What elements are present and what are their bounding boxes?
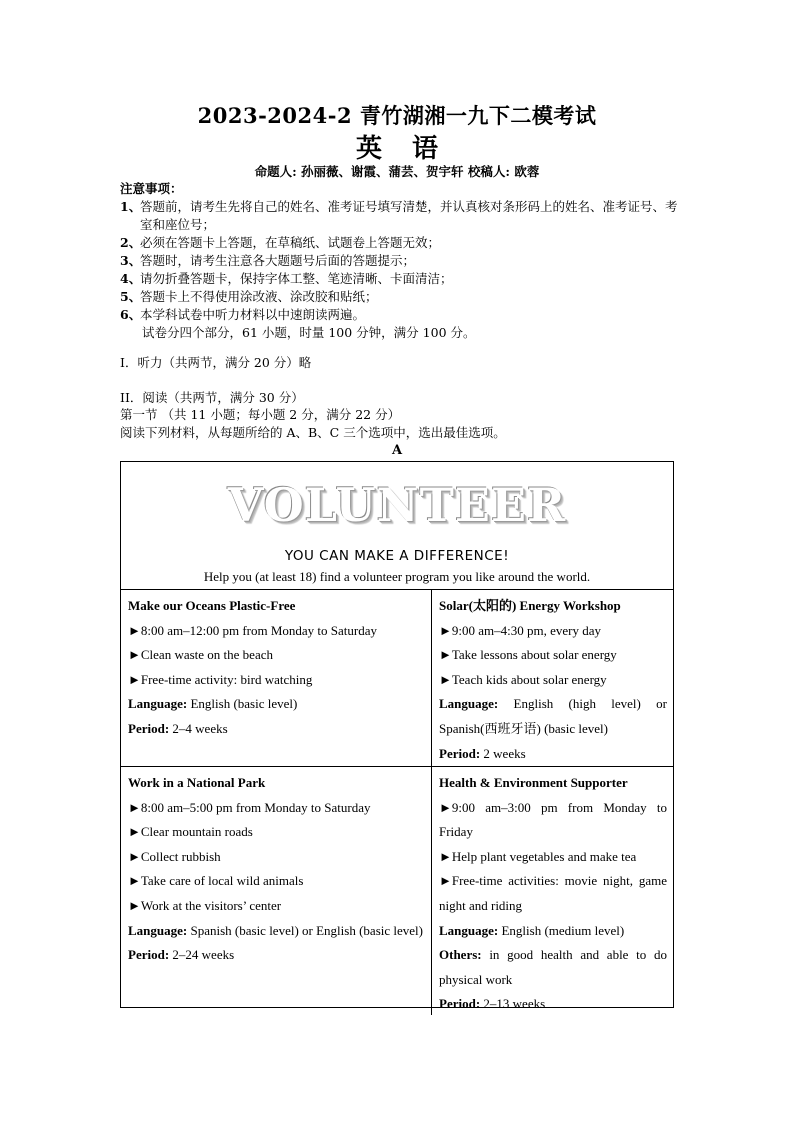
program-title: Health & Environment Supporter xyxy=(439,775,628,790)
program-bullet: ►8:00 am–12:00 pm from Monday to Saturday xyxy=(128,622,378,638)
language-value: Spanish (basic level) or English (basic level) xyxy=(187,922,423,938)
program-language xyxy=(439,692,667,741)
note-number: 4、 xyxy=(120,271,142,286)
language-value: English (high level) or Spanish(西班牙语) (basic level) xyxy=(439,696,667,736)
volunteer-logo: VOLUNTEER xyxy=(227,478,567,532)
volunteer-ad xyxy=(120,461,674,1012)
reading-part-one: 第一节 （共 11 小题；每小题 2 分，满分 22 分） xyxy=(120,407,401,422)
authors-line: 命题人: 孙丽薇、谢霞、蒲芸、贺宇轩 校稿人: 欧蓉 xyxy=(254,164,540,179)
note-number: 3、 xyxy=(120,253,142,268)
ad-slogan: YOU CAN MAKE A DIFFERENCE! xyxy=(284,548,510,564)
period-label: Period: xyxy=(128,947,170,963)
language-label: Language: xyxy=(439,696,499,712)
language-label: Language: xyxy=(128,922,188,938)
language-value: English (medium level) xyxy=(498,922,625,938)
language-value: English (basic level) xyxy=(187,696,298,712)
program-period xyxy=(128,717,425,742)
program-bullet: ►Take lessons about solar energy xyxy=(439,647,617,663)
ad-header xyxy=(121,462,673,590)
note-text: 答题时，请考生注意各大题题号后面的答题提示； xyxy=(140,253,416,268)
program-bullet: ►Collect rubbish xyxy=(128,848,221,864)
note-number: 5、 xyxy=(120,289,142,304)
note-text: 答题前，请考生先将自己的姓名、准考证号填写清楚，并认真核对条形码上的姓名、准考证号、考室和座位号； xyxy=(140,199,678,232)
period-label: Period: xyxy=(439,996,481,1012)
passage-letter: A xyxy=(391,443,403,458)
note-text: 答题卡上不得使用涂改液、涂改胶和贴纸； xyxy=(140,289,378,304)
program-bullet: ►8:00 am–5:00 pm from Monday to Saturday xyxy=(128,799,371,815)
reading-instruction: 阅读下列材料，从每题所给的 A、B、C 三个选项中，选出最佳选项。 xyxy=(120,425,506,440)
period-value: 2–13 weeks xyxy=(480,996,546,1012)
program-bullet: ►Free-time activity: bird watching xyxy=(128,671,313,687)
program-title: Make our Oceans Plastic-Free xyxy=(128,598,296,613)
others-label: Others: xyxy=(439,947,482,963)
note-text: 本学科试卷中听力材料以中速朗读两遍。 xyxy=(140,307,366,322)
period-value: 2–4 weeks xyxy=(169,720,228,736)
note-number: 2、 xyxy=(120,235,142,250)
ad-help-text: Help you (at least 18) find a volunteer program you like around the world. xyxy=(203,569,591,584)
program-title: Work in a National Park xyxy=(128,775,266,790)
listening-section: I．听力（共两节，满分 20 分）略 xyxy=(120,355,312,370)
program-language xyxy=(439,919,667,944)
program-language xyxy=(128,919,425,944)
exam-title: 2023-2024-2 青竹湖湘一九下二模考试 xyxy=(197,103,597,128)
language-label: Language: xyxy=(128,696,188,712)
program-card xyxy=(121,590,432,767)
program-bullet: ►Clear mountain roads xyxy=(128,824,253,840)
language-label: Language: xyxy=(439,922,499,938)
note-item xyxy=(120,270,680,288)
note-item xyxy=(120,198,680,234)
exam-notes xyxy=(120,180,680,342)
period-label: Period: xyxy=(128,720,170,736)
program-bullet: ►Teach kids about solar energy xyxy=(439,671,607,687)
program-language xyxy=(128,692,425,717)
exam-summary: 试卷分四个部分，61 小题，时量 100 分钟，满分 100 分。 xyxy=(142,325,476,340)
note-number: 1、 xyxy=(120,199,142,214)
programs-row xyxy=(121,767,673,1015)
program-bullet: ►Take care of local wild animals xyxy=(128,873,304,889)
note-item xyxy=(120,252,680,270)
program-card xyxy=(432,767,673,1015)
note-text: 请勿折叠答题卡，保持字体工整、笔迹清晰、卡面清洁； xyxy=(140,271,453,286)
program-bullet: ►Help plant vegetables and make tea xyxy=(439,848,637,864)
note-item xyxy=(120,234,680,252)
program-bullet: ►Clean waste on the beach xyxy=(128,647,273,663)
notes-heading: 注意事项： xyxy=(120,181,183,196)
program-bullet: ►Free-time activities: movie night, game night and riding xyxy=(439,873,667,913)
program-others xyxy=(439,943,667,992)
program-period xyxy=(439,992,667,1017)
program-bullet: ►Work at the visitors’ center xyxy=(128,897,282,913)
period-label: Period: xyxy=(439,745,481,761)
program-bullet: ►9:00 am–3:00 pm from Monday to Friday xyxy=(439,799,667,840)
subject-title: 英语 xyxy=(355,134,468,164)
note-item xyxy=(120,288,680,306)
period-value: 2 weeks xyxy=(480,745,526,761)
period-value: 2–24 weeks xyxy=(169,947,235,963)
program-title: Solar(太阳的) Energy Workshop xyxy=(439,598,621,613)
others-value: in good health and able to do physical work xyxy=(439,947,667,987)
program-period xyxy=(439,742,667,767)
note-item xyxy=(120,306,680,324)
programs-row xyxy=(121,590,673,767)
note-number: 6、 xyxy=(120,307,142,322)
program-period xyxy=(128,943,425,968)
program-card xyxy=(432,590,673,767)
program-card xyxy=(121,767,432,1015)
note-text: 必须在答题卡上答题，在草稿纸、试题卷上答题无效； xyxy=(140,235,441,250)
program-bullet: ►9:00 am–4:30 pm, every day xyxy=(439,622,601,638)
reading-section: II．阅读（共两节，满分 30 分） xyxy=(120,390,304,405)
